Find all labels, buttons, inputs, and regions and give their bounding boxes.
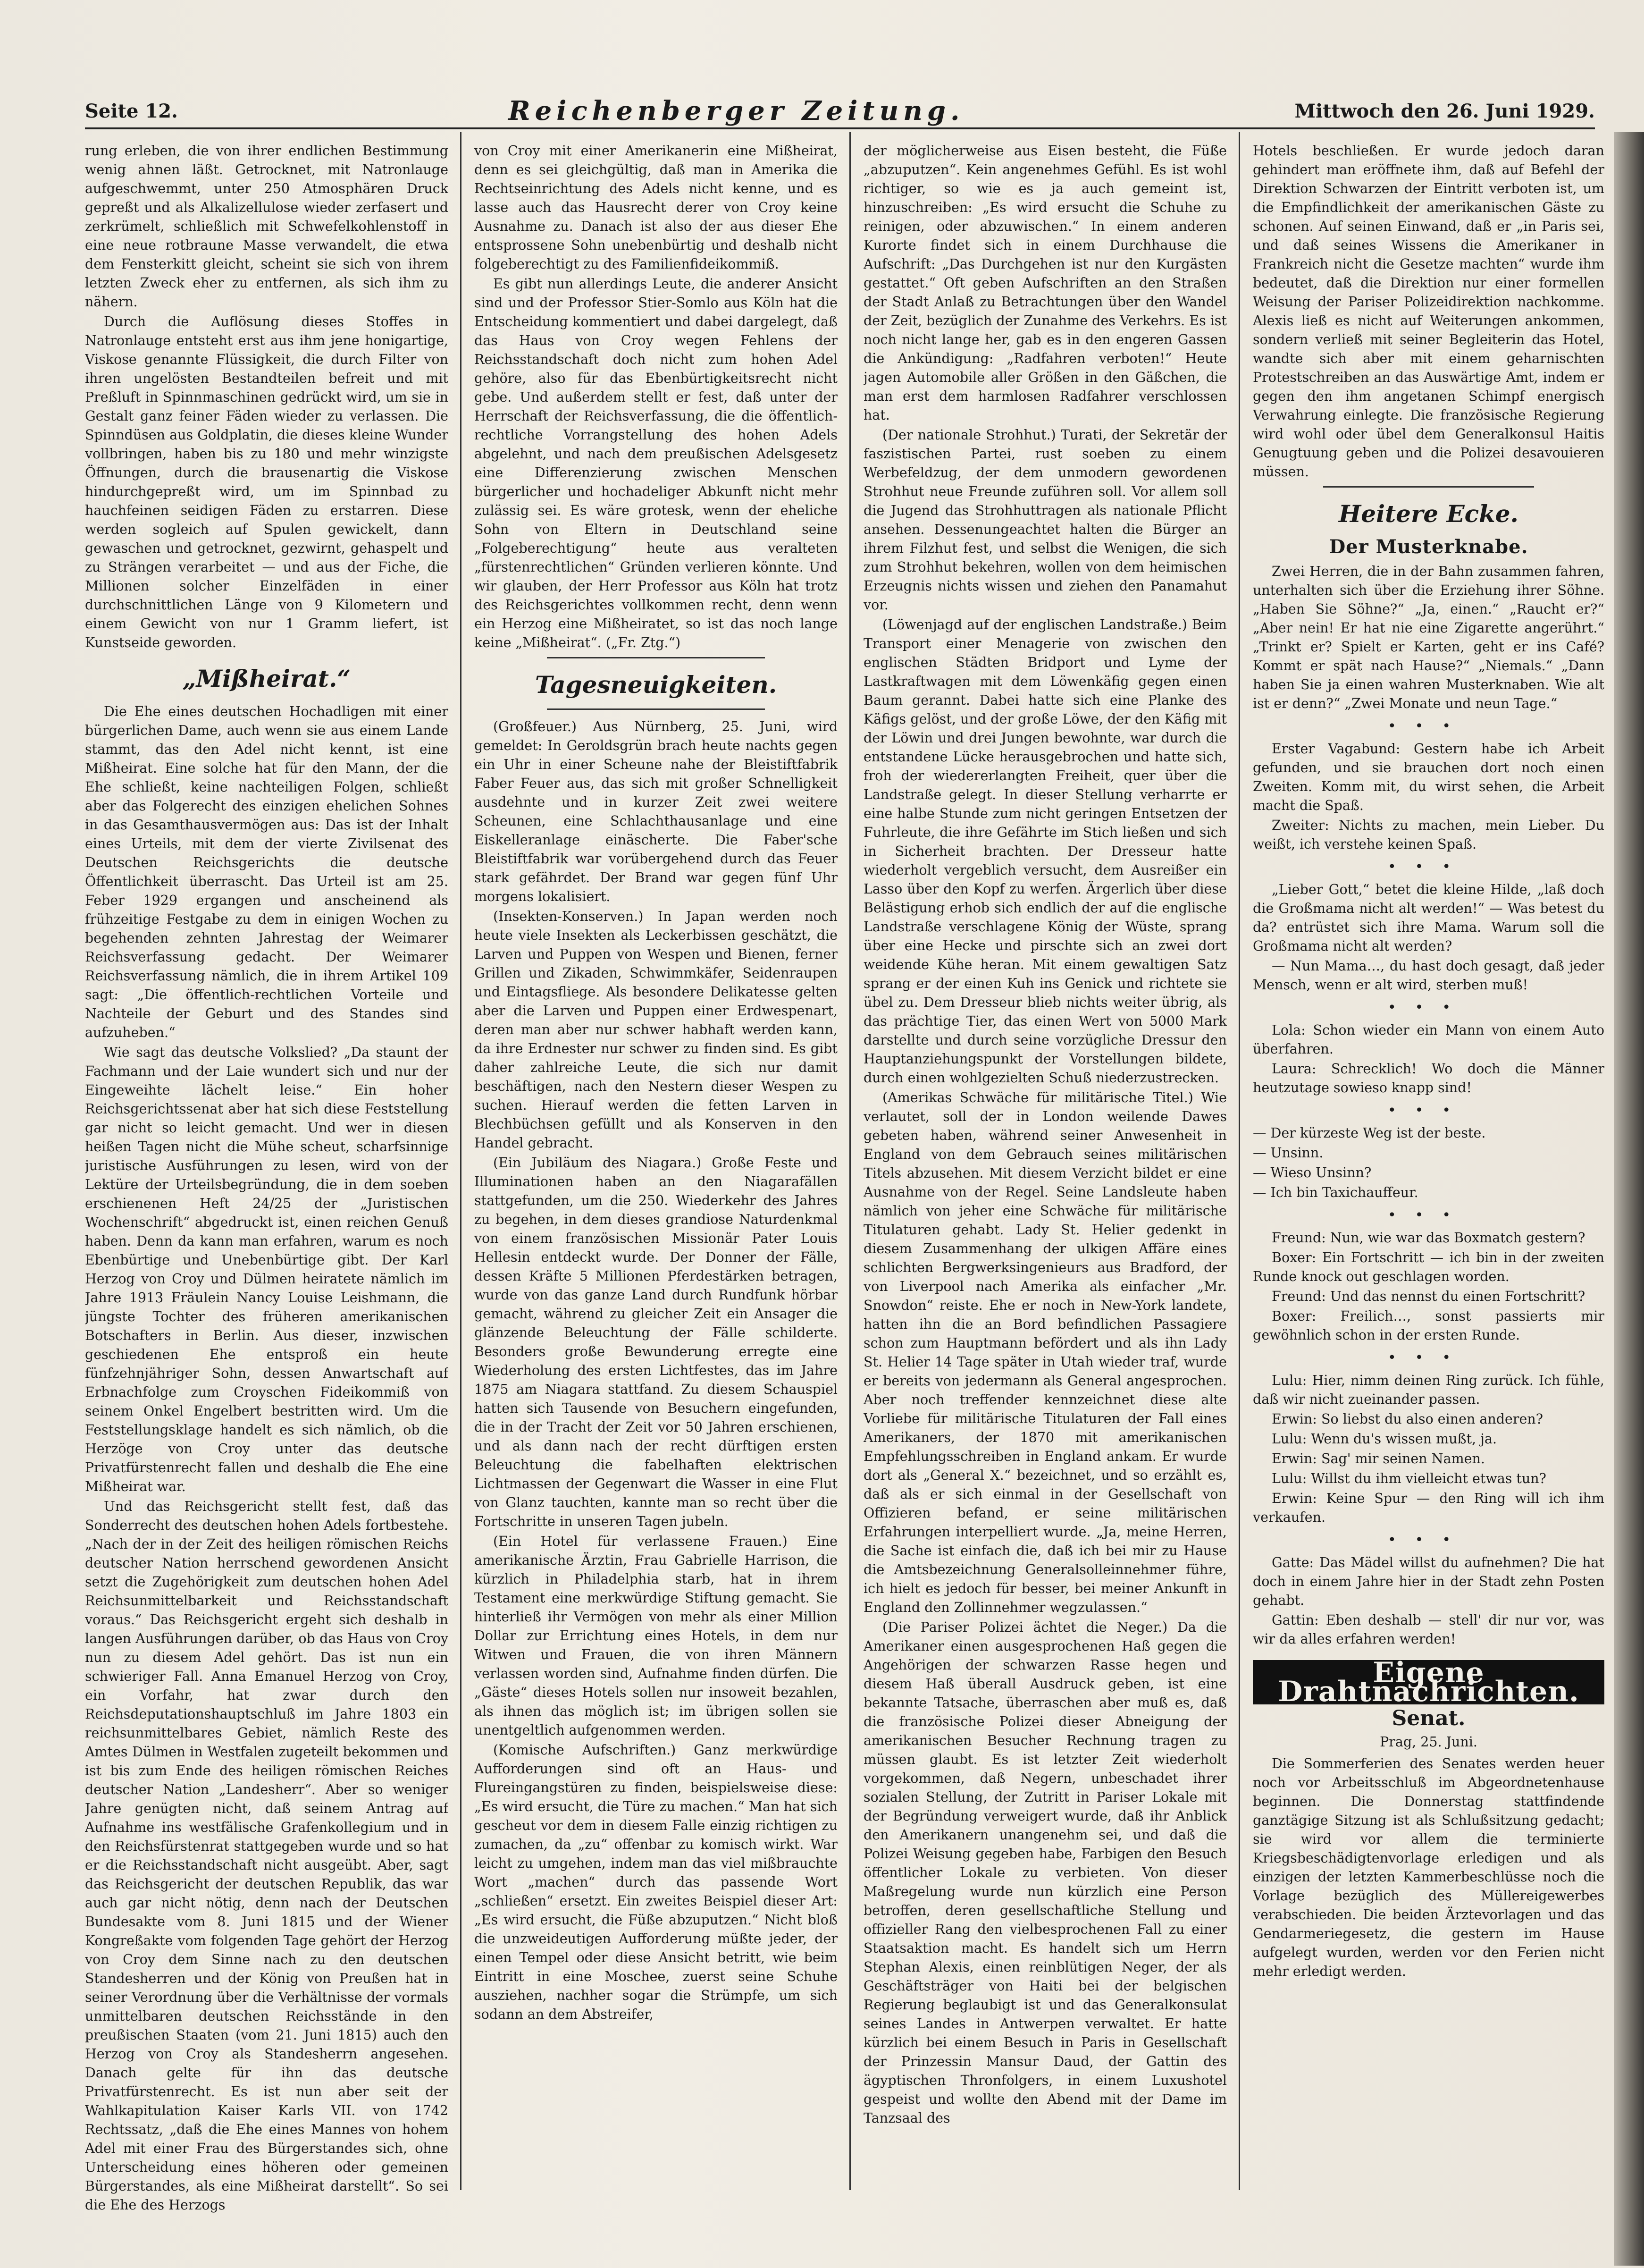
news-item: (Amerikas Schwäche für militärische Titel.) Wie verlautet, soll der in London weilende Dawes gebeten haben, während seiner Anwesenheit in England von dem Gebrauch seines militärischen Titels abzusehen. Mit diesem Verzicht bildet er eine Ausnahme von der Regel. Seine Landsleute haben nämlich von jeher eine Schwäche für militärische Titulaturen gehabt. Lady St. Helier gedenkt in diesem Zusammenhang der ulkigen Affäre eines schlichten Bergwerksingenieurs aus Bradford, der von Liverpool nach Amerika als einfacher „Mr. Snowdon“ reiste. Ehe er noch in New-York landete, hatten ihn die an Bord befindlichen Passagiere schon zum Hauptmann befördert und als ihn Lady St. Helier 14 Tage später in Utah wieder traf, wurde er bereits von jedermann als General angesprochen. Aber noch treffender kennzeichnet diese alte Vorliebe für militärische Titulaturen der Fall eines Amerikaners, der 1870 mit amerikanischen Empfehlungsschreiben in England ankam. Er wurde dort als „General X.“ bezeichnet, und so erzählt es, daß als er sich einmal in der Gesellschaft von Offizieren befand, er seine militärischen Erfahrungen interpelliert wurde. „Ja, meine Herren, die Sache ist einfach die, daß ich bei mir zu Hause die Amtsbezeichnung Generalsolleinnehmer führe, ich hielt es jedoch für besser, bei meiner Ankunft in England den Zollinnehmer wegzulassen.“ [864, 1090, 1227, 1615]
joke-text: Lola: Schon wieder ein Mann von einem Auto überfahren. [1253, 1022, 1604, 1057]
joke-text: Lulu: Willst du ihm vielleicht etwas tun? [1272, 1471, 1546, 1486]
masthead: Reichenberger Zeitung. [508, 95, 965, 126]
joke-text: Erwin: Keine Spur — den Ring will ich ihm verkaufen. [1253, 1491, 1604, 1525]
news-item: (Insekten-Konserven.) In Japan werden noch heute viele Insekten als Leckerbissen geschätzt, die Larven und Puppen von Wespen und Bienen, ferner Grillen und Zikaden, Schwimmkäfer, Seidenraupen und Eintagsfliege. Als besondere Delikatesse gelten aber die Larven und Puppen einer Erdwespenart, deren man aber nur schwer habhaft werden kann, da ihre Erdnester nur schwer zu finden sind. Es gibt daher zahlreiche Leute, die sich nur damit beschäftigen, nach den Nestern dieser Wespen zu suchen. Hierauf werden die fetten Larven in Blechbüchsen gefüllt und als Konserven in den Handel gebracht. [474, 909, 838, 1151]
joke-text: — Unsinn. [1253, 1145, 1324, 1161]
joke-text: „Lieber Gott,“ betet die kleine Hilde, „laß doch die Großmama nicht alt werden!“ — Was betest du da? entrüstet sich ihre Mama. Warum soll die Großmama nicht alt werden? [1253, 882, 1604, 954]
separator-dots: ••• [1387, 859, 1470, 875]
page-edge [1614, 132, 1644, 2266]
separator-dots: ••• [1387, 1349, 1470, 1366]
section-divider [547, 708, 765, 710]
page-number: Seite 12. [85, 100, 178, 122]
page-header [85, 94, 1595, 129]
joke-text: Erwin: Sag' mir seinen Namen. [1272, 1451, 1485, 1467]
section-headline: Tagesneuigkeiten. [535, 671, 777, 699]
joke-text: Boxer: Ein Fortschritt — ich bin in der zweiten Runde knock out geschlagen worden. [1253, 1250, 1604, 1284]
joke-text: Freund: Nun, wie war das Boxmatch gestern? [1272, 1230, 1585, 1246]
news-item: (Großfeuer.) Aus Nürnberg, 25. Juni, wird gemeldet: In Geroldsgrün brach heute nachts gegen ein Uhr in einer Scheune nahe der Bleistiftfabrik Faber Feuer aus, das sich mit großer Schnelligkeit ausdehnte und in kurzer Zeit zwei weitere Scheunen, eine Schlachthausanlage und eine Eiskelleranlage einäscherte. Die Faber'sche Bleistiftfabrik war vorübergehend durch das Feuer stark gefährdet. Der Brand war gegen fünf Uhr morgens lokalisiert. [474, 719, 838, 904]
article-paragraph: rung erleben, die von ihrer endlichen Bestimmung wenig ahnen läßt. Getrocknet, mit Natronlauge aufgeschwemmt, unter 250 Atmosphären Druck gepreßt und als Alkalizellulose wieder zerfasert und zerkrümelt, schließlich mit Schwefelkohlenstoff in eine neue rotbraune Masse verwandelt, die etwa dem Fensterkitt gleicht, scheint sie sich von ihrem letzten Zweck eher zu entfernen, als sich ihm zu nähern. [85, 143, 448, 310]
news-item: (Ein Hotel für verlassene Frauen.) Eine amerikanische Ärztin, Frau Gabrielle Harrison, die kürzlich in Philadelphia starb, hat in ihrem Testament eine merkwürdige Stiftung gemacht. Sie hinterließ ihr Vermögen von mehr als einer Million Dollar zur Errichtung eines Hotels, in dem nur Witwen und Frauen, die von ihren Männern verlassen worden sind, Aufnahme finden dürfen. Die „Gäste“ dieses Hotels sollen nur insoweit bezahlen, als ihnen das möglich ist; im übrigen sollen sie unentgeltlich aufgenommen werden. [474, 1534, 838, 1738]
column-divider [849, 132, 851, 2190]
joke-text: — Ich bin Taxichauffeur. [1253, 1185, 1418, 1200]
joke-text: Laura: Schrecklich! Wo doch die Männer heutzutage sowieso knapp sind! [1253, 1061, 1604, 1096]
column-divider [460, 132, 461, 2190]
news-item: (Die Pariser Polizei ächtet die Neger.) Da die Amerikaner einen ausgesprochenen Haß gegen die Angehörigen der schwarzen Rasse hegen und diesem Haß überall Ausdruck geben, ist eine bekannte Tatsache, überraschen aber muß es, daß die französische Polizei dieser Abneigung der amerikanischen Besucher Rechnung tragen zu müssen glaubt. Es ist letzter Zeit wiederholt vorgekommen, daß Negern, unbeschadet ihrer sozialen Stellung, der Zutritt in Pariser Lokale mit der Begründung verweigert wurde, daß ihr Anblick den Amerikanern unangenehm sei, und daß die Polizei Weisung gegeben habe, Farbigen den Besuch öffentlicher Lokale zu verbieten. Von dieser Maßregelung wurde nun kürzlich eine Person betroffen, deren gesellschaftliche Stellung und offizieller Rang den vielbesprochenen Fall zu einer Staatsaktion macht. Es handelt sich um Herrn Stephan Alexis, einen reinblütigen Neger, der als Geschäftsträger von Haiti bei der belgischen Regierung beglaubigt ist und das Generalkonsulat seines Landes in Antwerpen verwaltet. Er hatte kürzlich bei einem Besuch in Paris in Gesellschaft der Prinzessin Mansur Daud, der Gattin des ägyptischen Thronfolgers, in einem Luxushotel gespeist und wollte den Abend mit der Dame im Tanzsaal des [864, 1619, 1227, 2126]
news-item: (Der nationale Strohhut.) Turati, der Sekretär der faszistischen Partei, rust soeben zu einem Werbefeldzug, der dem unmodern gewordenen Strohhut neue Freunde zuführen soll. Vor allem soll die Jugend das Strohhuttragen als nationale Pflicht ansehen. Dessenungeachtet halten die Bürger an ihrem Filzhut fest, und selbst die Wenigen, die sich zum Strohhut bekehren, wollen von dem heimischen Erzeugnis nichts wissen und ziehen den Panamahut vor. [864, 427, 1227, 613]
news-item: Hotels beschließen. Er wurde jedoch daran gehindert man eröffnete ihm, daß auf Befehl der Direktion Schwarzen der Eintritt verboten ist, um die Empfindlichkeit der amerikanischen Gäste zu schonen. Auf seinen Einwand, daß er „in Paris sei, und daß seines Wissens die Amerikaner in Frankreich nicht die Gesetze machten“ wurde ihm bedeutet, daß die Direktion nur einer formellen Weisung der Pariser Polizeidirektion nachkomme. Alexis ließ es nicht auf Weiterungen ankommen, sondern verließ mit seiner Begleiterin das Hotel, wandte sich aber mit einem geharnischten Protestschreiben an das Auswärtige Amt, indem er gegen den ihm angetanen Schimpf energisch Verwahrung einlegte. Die französische Regierung wird wohl oder übel dem Generalkonsul Haitis Genugtuung geben und die Polizei desavouieren müssen. [1253, 143, 1604, 480]
separator-dots: ••• [1387, 718, 1470, 734]
news-item: Die Sommerferien des Senates werden heuer noch vor Arbeitsschluß im Abgeordnetenhause beginnen. Die Donnerstag stattfindende ganztägige Sitzung ist als Schlußsitzung gedacht; sie wird vor allem die terminierte Kriegsbeschädigtenvorlage erledigen und als einzigen der letzten Kammerbeschlüsse noch die Vorlage bezüglich des Müllereigewerbes verabschieden. Die beiden Ärztevorlagen und das Gendarmeriegesetz, die gestern im Hause aufgelegt wurden, werden vor den Ferien nicht mehr erledigt werden. [1253, 1756, 1604, 1979]
joke-text: Erster Vagabund: Gestern habe ich Arbeit gefunden, und sie brauchen dort noch einen Zweiten. Komm mit, du wirst sehen, die Arbeit macht die Spaß. [1253, 741, 1604, 813]
joke-text: Lulu: Wenn du's wissen mußt, ja. [1272, 1431, 1497, 1447]
article-headline: „Mißheirat.“ [182, 665, 351, 692]
separator-dots: ••• [1387, 1532, 1470, 1548]
joke-text: — Wieso Unsinn? [1253, 1165, 1372, 1180]
joke-text: Lulu: Hier, nimm deinen Ring zurück. Ich fühle, daß wir nicht zueinander passen. [1253, 1373, 1604, 1407]
joke-title: Der Musterknabe. [1329, 536, 1528, 558]
dateline: Prag, 25. Juni. [1380, 1734, 1477, 1750]
issue-date: Mittwoch den 26. Juni 1929. [1294, 100, 1595, 122]
joke-text: Gatte: Das Mädel willst du aufnehmen? Die hat doch in einem Jahre hier in der Stadt zehn Posten gehabt. [1253, 1555, 1604, 1608]
column-2 [474, 142, 838, 2025]
joke-text: Gattin: Eben deshalb — stell' dir nur vor, was wir da alles erfahren werden! [1253, 1612, 1604, 1647]
separator-dots: ••• [1387, 999, 1470, 1016]
wire-news-banner: Eigene Drahtnachrichten. [1253, 1660, 1604, 1704]
article-paragraph: Wie sagt das deutsche Volkslied? „Da staunt der Fachmann und der Laie wundert sich und nur der Eingeweihte lächelt leise.“ Ein hoher Reichsgerichtssenat aber hat sich diese Feststellung gar nicht so leicht gemacht. Und wer in diesen heißen Tagen nicht die Mühe scheut, scharfsinnige juristische Ausführungen zu lesen, wird von der Lektüre der Urteilsbegründung, die in dem soeben erschienenen Heft 24/25 der „Juristischen Wochenschrift“ abgedruckt ist, einen reichen Genuß haben. Denn da kann man erfahren, warum es noch Ebenbürtige und Unebenbürtige gibt. Der Karl Herzog von Croy und Dülmen heiratete nämlich im Jahre 1913 Fräulein Nancy Louise Leishmann, die jüngste Tochter des früheren amerikanischen Botschafters in Berlin. Aus dieser, inzwischen geschiedenen Ehe entsproß ein heute fünfzehnjähriger Sohn, dessen Anwartschaft auf Erbnachfolge zum Croyschen Fideikommiß von seinem Onkel Engelbert bestritten wird. Um die Feststellungsklage handelt es sich nämlich, ob die Herzöge von Croy unter das deutsche Privatfürstenrecht fallen und deshalb die Ehe eine Mißheirat war. [85, 1045, 448, 1494]
article-paragraph: von Croy mit einer Amerikanerin eine Mißheirat, denn es sei gleichgültig, daß man in Amerika die Rechtseinrichtung des Adels nicht kenne, und es lasse auch das Hausrecht derer von Croy keine Ausnahme zu. Danach ist also der aus dieser Ehe entsprossene Sohn unebenbürtig und deshalb nicht folgeberechtigt zu des Familienfideikommiß. [474, 143, 838, 272]
section-divider [547, 657, 765, 658]
news-item: (Komische Aufschriften.) Ganz merkwürdige Aufforderungen sind oft an Haus- und Flureingangstüren zu finden, beispielsweise diese: „Es wird ersucht, die Türe zu machen.“ Man hat sich gescheut vor dem in diesem Falle einzig richtigen zu zumachen, da „zu“ offenbar zu komisch wirkt. War leicht zu umgehen, indem man das viel mißbrauchte Wort „machen“ durch das passende Wort „schließen“ ersetzt. Ein zweites Beispiel dieser Art: „Es wird ersucht, die Füße abzuputzen.“ Nicht bloß die unzweideutigen Aufforderung müßte jeder, der einen Tempel oder diese Ansicht betritt, wie beim Eintritt in eine Moschee, zuerst seine Schuhe ausziehen, nachher sogar die Strümpfe, um sich sodann an dem Abstreifer, [474, 1742, 838, 2022]
column-3 [864, 142, 1227, 2129]
news-item: (Ein Jubiläum des Niagara.) Große Feste und Illuminationen haben an den Niagarafällen stattgefunden, um die 250. Wiederkehr des Jahres zu begehen, in dem dieses grandiose Naturdenkmal von einem französischen Missionär Pater Louis Hellesin entdeckt wurde. Der Donner der Fälle, dessen Kräfte 5 Millionen Pferdestärken betragen, wurde von das ganze Land durch Rundfunk hörbar gemacht, während zu gleicher Zeit ein Ansager die glänzende Beleuchtung der Fälle schilderte. Besonders große Bewunderung erregte eine Wiederholung des ersten Lichtfestes, das im Jahre 1875 am Niagara stattfand. Zu diesem Schauspiel hatten sich Tausende von Besuchern eingefunden, die in der Tracht der Zeit vor 50 Jahren erschienen, und als dann nach der recht dürftigen ersten Beleuchtung die fabelhaften elektrischen Lichtmassen der Gegenwart die Wasser in eine Flut von Glanz tauchten, kannte man so recht über die Fortschritte in unseren Tagen jubeln. [474, 1155, 838, 1529]
separator-dots: ••• [1387, 1207, 1470, 1223]
joke-text: — Der kürzeste Weg ist der beste. [1253, 1125, 1486, 1141]
column-4 [1253, 142, 1604, 1982]
joke-text: Zweiter: Nichts zu machen, mein Lieber. Du weißt, ich verstehe keinen Spaß. [1253, 818, 1604, 852]
joke-text: Boxer: Freilich…, sonst passierts mir gewöhnlich schon in der ersten Runde. [1253, 1308, 1604, 1343]
separator-dots: ••• [1387, 1102, 1470, 1119]
article-paragraph: Durch die Auflösung dieses Stoffes in Natronlauge entsteht erst aus ihm jene honigartige, Viskose genannte Flüssigkeit, die durch Filter von ihren ungelösten Bestandteilen befreit und mit Preßluft in Spinnmaschinen gedrückt wird, um sie in Gestalt ganz feiner Fäden wieder zu verlassen. Die Spinndüsen aus Goldplatin, die dieses kleine Wunder vollbringen, haben bis zu 180 und mehr winzigste Öffnungen, durch die brausenartig die Viskose hindurchgepreßt wird, um im Spinnbad zu hauchfeinen seidigen Fäden zu erstarren. Diese werden sogleich auf Spulen gewickelt, dann gewaschen und getrocknet, gezwirnt, gehaspelt und zu Strängen verarbeitet — und aus der Fiche, die Millionen solcher Einzelfäden in einer durchschnittlichen Länge von 9 Kilometern und einem Gewicht von nur 1 Gramm liefert, ist Kunstseide geworden. [85, 314, 448, 650]
wire-news-headline: Senat. [1392, 1706, 1466, 1730]
article-paragraph: Die Ehe eines deutschen Hochadligen mit einer bürgerlichen Dame, auch wenn sie aus einem Lande stammt, das den Adel nicht kennt, ist eine Mißheirat. Eine solche hat für den Mann, der die Ehe schließt, keine nachteiligen Folgen, schließt aber das Folgerecht des einzigen ehelichen Sohnes in das Gesamthausvermögen aus: Das ist der Inhalt eines Urteils, mit dem der vierte Zivilsenat des Deutschen Reichsgerichts die deutsche Öffentlichkeit überrascht. Das Urteil ist am 25. Feber 1929 ergangen und anscheinend als frühzeitige Festgabe zu dem in einigen Wochen zu begehenden zehnten Jahrestag der Weimarer Reichsverfassung gedacht. Der Weimarer Reichsverfassung nämlich, die in ihrem Artikel 109 sagt: „Die öffentlich-rechtlichen Vorteile und Nachteile der Geburt und des Standes sind aufzuheben.“ [85, 704, 448, 1040]
section-headline: Heitere Ecke. [1339, 500, 1518, 528]
column-1 [85, 142, 448, 2216]
news-item: (Löwenjagd auf der englischen Landstraße.) Beim Transport einer Menagerie von zwischen den englischen Städten Bridport und Lyme der Lastkraftwagen mit dem Löwenkäfig gegen einen Baum gerannt. Dabei hatte sich eine Planke des Käfigs gelöst, und der große Löwe, der den Käfig mit der Löwin und drei Jungen bewohnte, war durch die entstandene Lücke herausgebrochen und hatte sich, froh der wiedererlangten Freiheit, quer über die Landstraße gelegt. In dieser Stellung verharrte er eine halbe Stunde zum nicht geringen Entsetzen der Fuhrleute, die ihre Gefährte im Stich ließen und sich in Sicherheit brachten. Der Dresseur hatte wiederholt vergeblich versucht, dem Ausreißer ein Lasso über den Kopf zu werfen. Ärgerlich über diese Belästigung erhob sich endlich der auf die englische Landstraße verschlagene König der Wüste, sprang über eine Hecke und pirschte sich an zwei dort weidende Kühe heran. Mit einem gewaltigen Satz sprang er der einen Kuh ins Genick und richtete sie übel zu. Dem Dresseur blieb nichts weiter übrig, als das prächtige Tier, das einen Wert von 5000 Mark darstellte und durch seine vorzügliche Dressur den Hauptanziehungspunkt der Vorstellungen bildete, durch einen wohlgezielten Schuß niederzustrecken. [864, 617, 1227, 1086]
article-paragraph: Es gibt nun allerdings Leute, die anderer Ansicht sind und der Professor Stier-Somlo aus Köln hat die Entscheidung kommentiert und dabei dargelegt, daß das Haus von Croy wegen Fehlens der Reichsstandschaft doch nicht zum hohen Adel gehöre, also für das Ebenbürtigkeitsrecht nicht gebe. Und außerdem stellt er fest, daß unter der Herrschaft der Reichsverfassung, die die öffentlich-rechtliche Vorrangstellung des hohen Adels abgelehnt, und nach dem preußischen Adelsgesetz eine Differenzierung zwischen Menschen bürgerlicher und hochadeliger Abkunft nicht mehr zulässig sei. Es wäre grotesk, wenn der eheliche Sohn von Eltern in Deutschland seine „Folgeberechtigung“ heute aus veralteten „fürstenrechtlichen“ Gründen verlieren könnte. Und wir glauben, der Herr Professor aus Köln hat trotz des Reichsgerichtes vollkommen recht, denn wenn ein Herzog eine Mißheiratet, so ist das noch lange keine „Mißheirat“. („Fr. Ztg.“) [474, 276, 838, 650]
joke-text: Erwin: So liebst du also einen anderen? [1272, 1411, 1543, 1427]
joke-text: Zwei Herren, die in der Bahn zusammen fahren, unterhalten sich über die Erziehung ihrer Söhne. „Haben Sie Söhne?“ „Ja, einen.“ „Raucht er?“ „Aber nein! Er hat nie eine Zigarette angerührt.“ „Trinkt er? Spielt er Karten, geht er ins Café? Kommt er spät nach Hause?“ „Niemals.“ „Dann haben Sie ja einen wahren Musterknaben. Wie alt ist er denn?“ „Zwei Monate und neun Tage.“ [1253, 564, 1604, 711]
joke-text: — Nun Mama…, du hast doch gesagt, daß jeder Mensch, wenn er alt wird, sterben muß! [1253, 958, 1604, 993]
news-item: der möglicherweise aus Eisen besteht, die Füße „abzuputzen“. Kein angenehmes Gefühl. Es ist wohl richtiger, so wie es ja auch gemeint ist, hinzuschreiben: „Es wird ersucht die Schuhe zu reinigen, oder abzuwischen.“ In einem anderen Kurorte findet sich in einem Durchhause die Aufschrift: „Das Durchgehen ist nur den Kurgästen gestattet.“ Oft geben Aufschriften an den Straßen der Stadt Anlaß zu Betrachtungen über den Wandel der Zeit, bezüglich der Zunahme des Verkehrs. Es ist noch nicht lange her, gab es in den engeren Gassen die Ankündigung: „Radfahren verboten!“ Heute jagen Automobile aller Größen in den Gäßchen, die man erst dem harmlosen Radfahrer verschlossen hat. [864, 143, 1227, 423]
column-divider [1239, 132, 1240, 2190]
section-divider [1323, 486, 1534, 488]
joke-text: Freund: Und das nennst du einen Fortschritt? [1272, 1289, 1585, 1304]
article-paragraph: Und das Reichsgericht stellt fest, daß das Sonderrecht des deutschen hohen Adels fortbestehe. „Nach der in der Zeit des heiligen römischen Reichs deutscher Nation herrschend gewordenen Ansicht setzt die Zugehörigkeit zum deutschen hohen Adel Reichsunmittelbarkeit und Reichsstandschaft voraus.“ Das Reichsgericht ergeht sich deshalb in langen Ausführungen darüber, ob das Haus von Croy nun zu diesem Adel gehört. Das ist nun ein schwieriger Fall. Anna Emanuel Herzog von Croy, ein Vorfahr, hat zwar durch den Reichsdeputationshauptschluß im Jahre 1803 ein reichsunmittelbares Gebiet, nämlich Reste des Amtes Dülmen in Westfalen zugeteilt bekommen und ist bis zum Ende des heiligen römischen Reiches deutscher Nation „Landesherr“. Aber so weniger Jahre genügten nicht, daß seinem Antrag auf Aufnahme ins westfälische Grafenkollegium und in den Reichsfürstenrat stattgegeben wurde und so hat er die Reichsstandschaft nicht ausgeübt. Aber, sagt das Reichsgericht der deutschen Republik, das war auch gar nicht nötig, denn nach der Deutschen Bundesakte vom 8. Juni 1815 und der Wiener Kongreßakte vom folgenden Tage gehört der Herzog von Croy dem Sinne nach zu den deutschen Standesherren und der König von Preußen hat in seiner Verordnung über die Verhältnisse der vormals unmittelbaren deutschen Reichsstände in den preußischen Staaten (vom 21. Juni 1815) auch den Herzog von Croy als Standesherrn angesehen. Danach gelte für ihn das deutsche Privatfürstenrecht. Es ist nun aber seit der Wahlkapitulation Kaiser Karls VII. von 1742 Rechtssatz, „daß die Ehe eines Mannes von hohem Adel mit einer Frau des Bürgerstandes sich, ohne Unterscheidung eines höheren oder gemeinen Bürgerstandes, als eine Mißheirat darstellt“. So sei die Ehe des Herzogs [85, 1499, 448, 2213]
